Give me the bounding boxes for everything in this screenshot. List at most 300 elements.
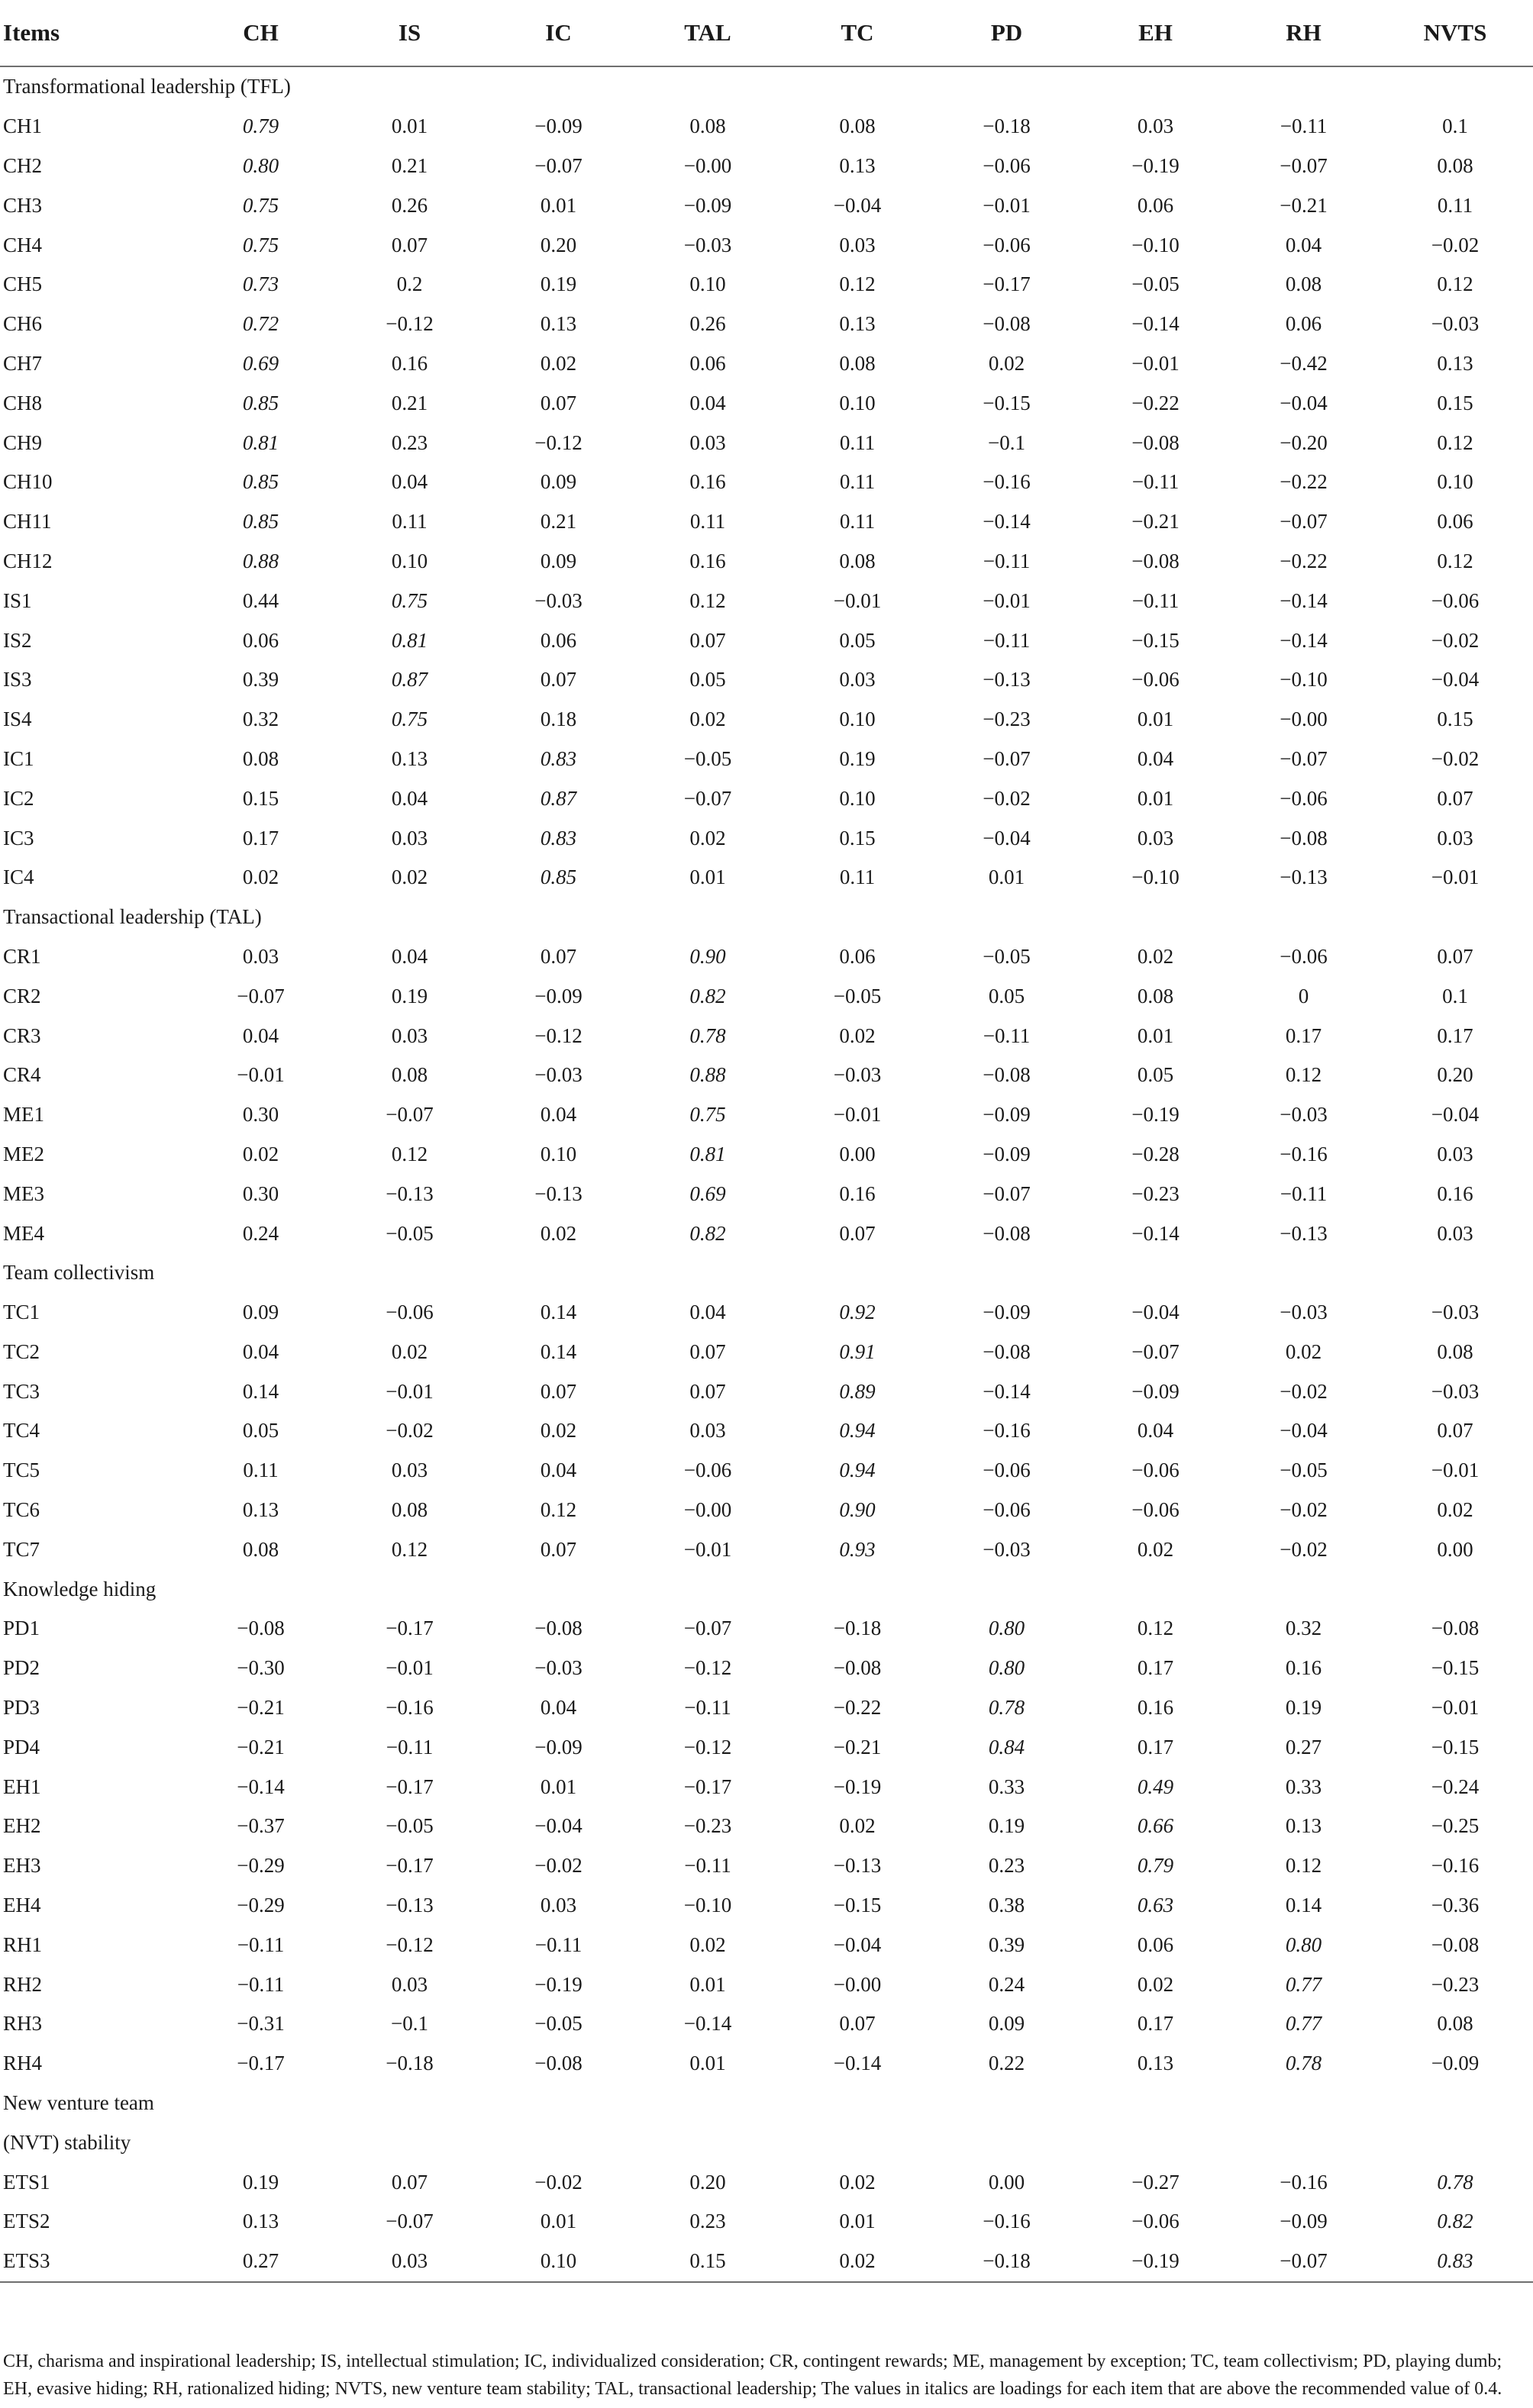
table-header-row <box>0 0 1533 66</box>
loading-cell: 0.12 <box>540 1498 577 1522</box>
loading-cell: 0.02 <box>540 1419 577 1443</box>
loading-cell: 0.06 <box>689 351 726 375</box>
loading-cell: 0.20 <box>689 2170 726 2194</box>
loading-cell: −0.03 <box>1431 1301 1480 1324</box>
loading-cell: −0.22 <box>1280 549 1328 572</box>
loading-cell: 0.10 <box>839 708 876 731</box>
loading-cell: −0.14 <box>237 1775 285 1798</box>
loading-cell: −0.15 <box>983 391 1031 414</box>
loading-cell: 0.08 <box>391 1498 428 1522</box>
item-label: CH9 <box>3 430 43 454</box>
loading-cell: 0.02 <box>540 1221 577 1245</box>
loading-cell: −0.20 <box>1280 430 1328 454</box>
loading-cell: 0.02 <box>391 1339 428 1363</box>
loading-cell: 0.26 <box>391 193 428 217</box>
loading-cell: 0.09 <box>540 549 577 572</box>
loading-cell: 0.11 <box>689 510 726 533</box>
loading-cell: 0.08 <box>1437 1339 1473 1363</box>
header-is: IS <box>335 0 484 66</box>
loading-cell: −0.18 <box>386 2052 434 2075</box>
table-row <box>0 383 1533 423</box>
loading-cell: 0.23 <box>391 430 428 454</box>
table-row <box>0 2004 1533 2044</box>
loading-cell: −0.07 <box>386 2210 434 2233</box>
loading-cell: 0.05 <box>242 1419 279 1443</box>
loading-cell: −0.02 <box>534 2170 583 2194</box>
loading-cell: 0.04 <box>242 1023 279 1047</box>
loading-cell: 0.27 <box>1285 1735 1322 1758</box>
loading-cell: 0.75 <box>391 708 428 731</box>
loading-cell: 0.75 <box>242 193 279 217</box>
loading-cell: −0.18 <box>932 2242 1081 2282</box>
loading-cell: 0.15 <box>839 826 876 849</box>
loading-cell: 0.10 <box>484 2242 633 2282</box>
loading-cell: 0.26 <box>689 312 726 336</box>
table-row <box>0 1056 1533 1095</box>
loading-cell: −0.16 <box>1280 1142 1328 1165</box>
loading-cell: 0.21 <box>391 153 428 177</box>
loading-cell: 0.07 <box>839 1221 876 1245</box>
loading-cell: 0.01 <box>1137 708 1174 731</box>
loading-cell: 0.12 <box>1285 1063 1322 1087</box>
item-label: CR2 <box>3 984 41 1007</box>
loading-cell: 0.07 <box>540 668 577 691</box>
loading-cell: 0.07 <box>1437 1419 1473 1443</box>
section-label: Transactional leadership (TAL) <box>3 905 262 929</box>
loading-cell: 0.33 <box>988 1775 1025 1798</box>
loading-cell: 0.72 <box>242 312 279 336</box>
table-row <box>0 1727 1533 1767</box>
loading-cell: 0.03 <box>1437 1221 1473 1245</box>
loading-cell: −0.11 <box>237 1972 285 1996</box>
loading-cell: −0.08 <box>1131 549 1180 572</box>
loading-cell: −0.03 <box>1431 312 1480 336</box>
item-label: RH1 <box>3 1933 43 1956</box>
item-label: CH4 <box>3 233 43 256</box>
header-eh: EH <box>1081 0 1230 66</box>
loading-cell: −0.04 <box>1280 1419 1328 1443</box>
loading-cell: −0.06 <box>1131 2210 1180 2233</box>
loading-cell: −0.02 <box>1280 1537 1328 1561</box>
loading-cell: 0.03 <box>540 1894 577 1917</box>
loading-cell: 0.12 <box>391 1142 428 1165</box>
loading-cell: 0.05 <box>988 984 1025 1007</box>
loading-cell: 0.17 <box>242 826 279 849</box>
loading-cell: 0.07 <box>839 2012 876 2036</box>
loading-cell: 0.03 <box>1137 114 1174 138</box>
loading-cell: −0.13 <box>534 1181 583 1205</box>
loading-cell: −0.06 <box>1131 1459 1180 1482</box>
loading-cell: 0.05 <box>839 628 876 652</box>
loading-cell: 0.15 <box>1437 708 1473 731</box>
section-label: Team collectivism <box>3 1261 155 1285</box>
loading-cell: −0.21 <box>1280 193 1328 217</box>
loading-cell: −0.04 <box>534 1814 583 1838</box>
loading-cell: 0.08 <box>1437 153 1473 177</box>
loading-cell: 0.10 <box>391 549 428 572</box>
table-row <box>0 185 1533 225</box>
loading-cell: 0.2 <box>396 272 423 296</box>
table-row <box>0 2044 1533 2084</box>
loading-cell: −0.17 <box>386 1854 434 1878</box>
loading-cell: 0.02 <box>242 1142 279 1165</box>
loading-cell: −0.03 <box>1431 1379 1480 1403</box>
header-tc: TC <box>783 0 932 66</box>
loading-cell: 0.20 <box>540 233 577 256</box>
loading-cell: 0.10 <box>689 272 726 296</box>
table-row <box>0 621 1533 660</box>
loading-cell: 0.01 <box>540 2210 577 2233</box>
item-label: CR1 <box>3 944 41 968</box>
section-row <box>0 898 1533 937</box>
loading-cell: 0.82 <box>689 984 726 1007</box>
header-ch: CH <box>186 0 335 66</box>
loading-cell: 0.12 <box>839 272 876 296</box>
loading-cell: 0.04 <box>242 1339 279 1363</box>
loading-cell: −0.04 <box>1280 391 1328 414</box>
loading-cell: −0.07 <box>1280 746 1328 770</box>
loading-cell: −0.07 <box>1280 510 1328 533</box>
loading-cell: −0.16 <box>1431 1854 1480 1878</box>
loading-cell: −0.05 <box>833 984 882 1007</box>
item-label: RH4 <box>3 2052 43 2075</box>
loading-cell: 0.09 <box>242 1301 279 1324</box>
loading-cell: −0.08 <box>983 312 1031 336</box>
loading-cell: −0.07 <box>983 746 1031 770</box>
loading-cell: 0.19 <box>988 1814 1025 1838</box>
loading-cell: −0.00 <box>683 1498 732 1522</box>
loading-cell: 0.39 <box>242 668 279 691</box>
loading-cell: 0.18 <box>540 708 577 731</box>
section-row <box>0 66 1533 107</box>
loading-cell: 0.04 <box>689 1301 726 1324</box>
loading-cell: 0.02 <box>1437 1498 1473 1522</box>
loading-cell: −0.05 <box>983 944 1031 968</box>
table-row <box>0 818 1533 858</box>
loading-cell: 0.02 <box>1137 944 1174 968</box>
loading-cell: 0.79 <box>242 114 279 138</box>
loading-cell: 0.03 <box>391 826 428 849</box>
loading-cell: 0.10 <box>540 1142 577 1165</box>
loading-cell: −0.01 <box>237 1063 285 1087</box>
loading-cell: 0.12 <box>1437 549 1473 572</box>
loading-cell: 0.13 <box>242 1498 279 1522</box>
loading-cell: −0.19 <box>1131 1103 1180 1127</box>
loading-cell: 0.14 <box>1285 1894 1322 1917</box>
loading-cell: −0.11 <box>684 1696 731 1720</box>
loading-cell: 0.03 <box>689 1419 726 1443</box>
loading-cell: 0.16 <box>1285 1656 1322 1680</box>
table-row <box>0 542 1533 582</box>
loading-cell: −0.14 <box>1131 1221 1180 1245</box>
loading-cell: −0.11 <box>684 1854 731 1878</box>
loading-cell: 0.06 <box>1137 1933 1174 1956</box>
loading-cell: 0.21 <box>540 510 577 533</box>
loading-cell: −0.05 <box>1131 272 1180 296</box>
loading-cell: −0.1 <box>391 2012 428 2036</box>
loading-cell: −0.08 <box>534 2052 583 2075</box>
loading-cell: 0.17 <box>1137 1656 1174 1680</box>
loading-cell: −0.18 <box>833 1617 882 1640</box>
loading-cell: 0.16 <box>1137 1696 1174 1720</box>
loading-cell: 0.03 <box>839 668 876 691</box>
loading-cell: 0.00 <box>988 2170 1025 2194</box>
loading-cell: 0.17 <box>1137 2012 1174 2036</box>
loading-cell: 0.19 <box>839 746 876 770</box>
section-label: New venture team <box>3 2091 154 2115</box>
loading-cell: −0.14 <box>983 510 1031 533</box>
loading-cell: −0.03 <box>534 1656 583 1680</box>
loading-cell: 0.02 <box>1137 1537 1174 1561</box>
item-label: IS2 <box>3 628 32 652</box>
table-row <box>0 265 1533 305</box>
loading-cell: −0.01 <box>1431 1459 1480 1482</box>
loading-cell: −0.13 <box>386 1181 434 1205</box>
loading-cell: 0.10 <box>839 786 876 810</box>
loading-cell: −0.11 <box>1131 470 1180 494</box>
item-label: ME3 <box>3 1181 44 1205</box>
loading-cell: 0.81 <box>391 628 428 652</box>
loading-cell: 0.05 <box>689 668 726 691</box>
loading-cell: 0.04 <box>540 1459 577 1482</box>
loading-cell: 0.15 <box>242 786 279 810</box>
loading-cell: 0.85 <box>242 510 279 533</box>
loading-cell: −0.25 <box>1431 1814 1480 1838</box>
loading-cell: 0.12 <box>1437 272 1473 296</box>
loading-cell: 0.07 <box>540 944 577 968</box>
loading-cell: 0.90 <box>839 1498 876 1522</box>
table-row <box>0 147 1533 186</box>
item-label: ETS3 <box>0 2242 186 2282</box>
item-label: PD1 <box>3 1617 40 1640</box>
loading-cell: 0.08 <box>839 114 876 138</box>
item-label: CH10 <box>3 470 53 494</box>
loading-cell: 0.04 <box>391 786 428 810</box>
loading-cell: 0.02 <box>1285 1339 1322 1363</box>
loading-cell: −0.15 <box>1131 628 1180 652</box>
table-row <box>0 1451 1533 1491</box>
loading-cell: 0.03 <box>391 1023 428 1047</box>
loading-cell: 0.02 <box>1137 1972 1174 1996</box>
header-tal: TAL <box>633 0 783 66</box>
table-row <box>0 423 1533 463</box>
loading-cell: −0.08 <box>983 1339 1031 1363</box>
loading-cell: 0.11 <box>392 510 428 533</box>
loading-cell: 0.08 <box>839 549 876 572</box>
loading-cell: −0.06 <box>683 1459 732 1482</box>
loading-cell: 0.02 <box>689 708 726 731</box>
loading-cell: 0.19 <box>242 2170 279 2194</box>
table-row <box>0 1135 1533 1175</box>
loading-cell: −0.23 <box>683 1814 732 1838</box>
loading-cell: 0.13 <box>1285 1814 1322 1838</box>
loading-cell: 0.16 <box>1437 1181 1473 1205</box>
loading-cell: −0.06 <box>1131 1498 1180 1522</box>
loading-cell: −0.12 <box>386 1933 434 1956</box>
item-label: ME1 <box>3 1103 44 1127</box>
table-row <box>0 858 1533 898</box>
header-rh: RH <box>1230 0 1377 66</box>
loading-cell: −0.37 <box>237 1814 285 1838</box>
section-row <box>0 2123 1533 2162</box>
loading-cell: 0.06 <box>1285 312 1322 336</box>
loading-cell: −0.11 <box>983 549 1031 572</box>
loading-cell: −0.13 <box>1280 1221 1328 1245</box>
loading-cell: −0.07 <box>1131 1339 1180 1363</box>
loading-cell: 0.12 <box>1285 1854 1322 1878</box>
loading-cell: 0.04 <box>1285 233 1322 256</box>
loading-cell: 0.03 <box>839 233 876 256</box>
loading-cell: −0.15 <box>1431 1656 1480 1680</box>
loading-cell: 0.02 <box>839 2170 876 2194</box>
section-label: Transformational leadership (TFL) <box>3 75 291 98</box>
item-label: TC3 <box>3 1379 40 1403</box>
loading-cell: −0.07 <box>683 786 732 810</box>
table-row <box>0 976 1533 1016</box>
loading-cell: 0.11 <box>839 430 876 454</box>
loading-cell: −0.23 <box>983 708 1031 731</box>
loading-cell: 0.83 <box>540 826 577 849</box>
item-label: TC4 <box>3 1419 40 1443</box>
table-row <box>0 344 1533 384</box>
item-label: CH11 <box>3 510 52 533</box>
loading-cell: 0.02 <box>689 1933 726 1956</box>
table-row <box>0 1767 1533 1807</box>
loading-cell: 0.02 <box>689 826 726 849</box>
table-row <box>0 1016 1533 1056</box>
section-row <box>0 1569 1533 1609</box>
loading-cell: −0.02 <box>1280 1379 1328 1403</box>
loading-cell: −0.09 <box>1131 1379 1180 1403</box>
loading-cell: −0.06 <box>983 153 1031 177</box>
loading-cell: 0.13 <box>839 312 876 336</box>
loading-cell: 0.09 <box>988 2012 1025 2036</box>
item-label: IC2 <box>3 786 34 810</box>
loading-cell: 0.84 <box>988 1735 1025 1758</box>
loading-cell: 0.90 <box>689 944 726 968</box>
loading-cell: 0.05 <box>1137 1063 1174 1087</box>
loading-cell: −0.24 <box>1431 1775 1480 1798</box>
table-footnote: CH, charisma and inspirational leadership; IS, intellectual stimulation; IC, individualized consideration; CR, contingent rewards; ME, management by exception; TC, team collectivism; PD, playing dumb; EH, evasive hiding; RH, rationalized hiding; NVTS, new venture team stability; TAL, transactional leadership; The values in italics are loadings for each item that are above the recommended value of 0.4. <box>3 2352 1502 2399</box>
table-row <box>0 1807 1533 1846</box>
table-row <box>0 1214 1533 1253</box>
table-row <box>0 1530 1533 1569</box>
loading-cell: 0.79 <box>1137 1854 1174 1878</box>
loading-cell: −0.10 <box>1131 866 1180 889</box>
loading-cell: 0.89 <box>839 1379 876 1403</box>
loading-cell: 0.01 <box>540 193 577 217</box>
loading-cell: −0.14 <box>1131 312 1180 336</box>
loading-cell: 0.23 <box>988 1854 1025 1878</box>
loading-cell: 0.04 <box>391 944 428 968</box>
header-pd: PD <box>932 0 1081 66</box>
loading-cell: 0.01 <box>689 2052 726 2075</box>
table-row <box>0 463 1533 502</box>
loading-cell: −0.00 <box>833 1972 882 1996</box>
loading-cell: −0.01 <box>1431 1696 1480 1720</box>
loading-cell: −0.01 <box>386 1379 434 1403</box>
loading-cell: −0.16 <box>1280 2170 1328 2194</box>
item-label: IC1 <box>3 746 34 770</box>
loading-cell: −0.16 <box>983 470 1031 494</box>
loading-cell: 0.15 <box>633 2242 783 2282</box>
item-label: TC2 <box>3 1339 40 1363</box>
loading-cell: 0.01 <box>1137 786 1174 810</box>
loading-cell: −0.09 <box>534 984 583 1007</box>
section-row <box>0 1253 1533 1293</box>
loading-cell: −0.14 <box>1280 628 1328 652</box>
loading-cell: −0.14 <box>1280 588 1328 612</box>
loading-cell: 0.02 <box>839 1814 876 1838</box>
loading-cell: 0.10 <box>1437 470 1473 494</box>
loading-cell: −0.09 <box>983 1301 1031 1324</box>
loading-cell: −0.08 <box>833 1656 882 1680</box>
loading-cell: 0.16 <box>839 1181 876 1205</box>
loading-cell: −0.14 <box>983 1379 1031 1403</box>
loading-cell: −0.1 <box>988 430 1025 454</box>
loading-cell: 0.23 <box>689 2210 726 2233</box>
loading-cell: −0.23 <box>1431 1972 1480 1996</box>
loading-cell: 0.00 <box>1437 1537 1473 1561</box>
loading-cell: −0.02 <box>386 1419 434 1443</box>
loading-cell: 0.03 <box>1437 1142 1473 1165</box>
loading-cell: 0.91 <box>839 1339 876 1363</box>
loading-cell: 0.02 <box>783 2242 932 2282</box>
loading-cell: 0.80 <box>988 1617 1025 1640</box>
loading-cell: 0.13 <box>540 312 577 336</box>
loading-cell: −0.05 <box>1280 1459 1328 1482</box>
loading-cell: 0.77 <box>1285 2012 1322 2036</box>
loading-cell: −0.12 <box>386 312 434 336</box>
loading-cell: −0.15 <box>833 1894 882 1917</box>
item-label: IC3 <box>3 826 34 849</box>
loading-cell: −0.13 <box>1280 866 1328 889</box>
loading-cell: −0.03 <box>1280 1103 1328 1127</box>
loading-cell: −0.10 <box>683 1894 732 1917</box>
table-row <box>0 1846 1533 1886</box>
loading-cell: −0.06 <box>983 1459 1031 1482</box>
loading-cell: −0.05 <box>534 2012 583 2036</box>
loading-cell: 0.20 <box>1437 1063 1473 1087</box>
item-label: CR4 <box>3 1063 41 1087</box>
loading-cell: −0.17 <box>386 1775 434 1798</box>
loading-cell: −0.18 <box>983 114 1031 138</box>
loading-cell: −0.06 <box>983 233 1031 256</box>
table-row <box>0 225 1533 265</box>
loading-cell: 0.19 <box>1285 1696 1322 1720</box>
loading-cell: 0.08 <box>1137 984 1174 1007</box>
loading-cell: −0.04 <box>1431 1103 1480 1127</box>
loading-cell: −0.01 <box>833 588 882 612</box>
loading-cell: −0.22 <box>1280 470 1328 494</box>
loading-cell: −0.03 <box>1280 1301 1328 1324</box>
loading-cell: 0.03 <box>1137 826 1174 849</box>
loading-cell: 0.01 <box>689 866 726 889</box>
loading-cell: 0.13 <box>1437 351 1473 375</box>
loading-cell: −0.06 <box>1280 786 1328 810</box>
loading-cell: −0.08 <box>983 1063 1031 1087</box>
table-row <box>0 107 1533 147</box>
loading-cell: 0.85 <box>540 866 577 889</box>
item-label: TC7 <box>3 1537 40 1561</box>
loading-cell: 0.03 <box>1437 826 1473 849</box>
loading-cell: 0.12 <box>689 588 726 612</box>
item-label: PD3 <box>3 1696 40 1720</box>
loading-cell: −0.17 <box>237 2052 285 2075</box>
table-row <box>0 1411 1533 1451</box>
table-row <box>0 1965 1533 2004</box>
loading-cell: −0.09 <box>1431 2052 1480 2075</box>
